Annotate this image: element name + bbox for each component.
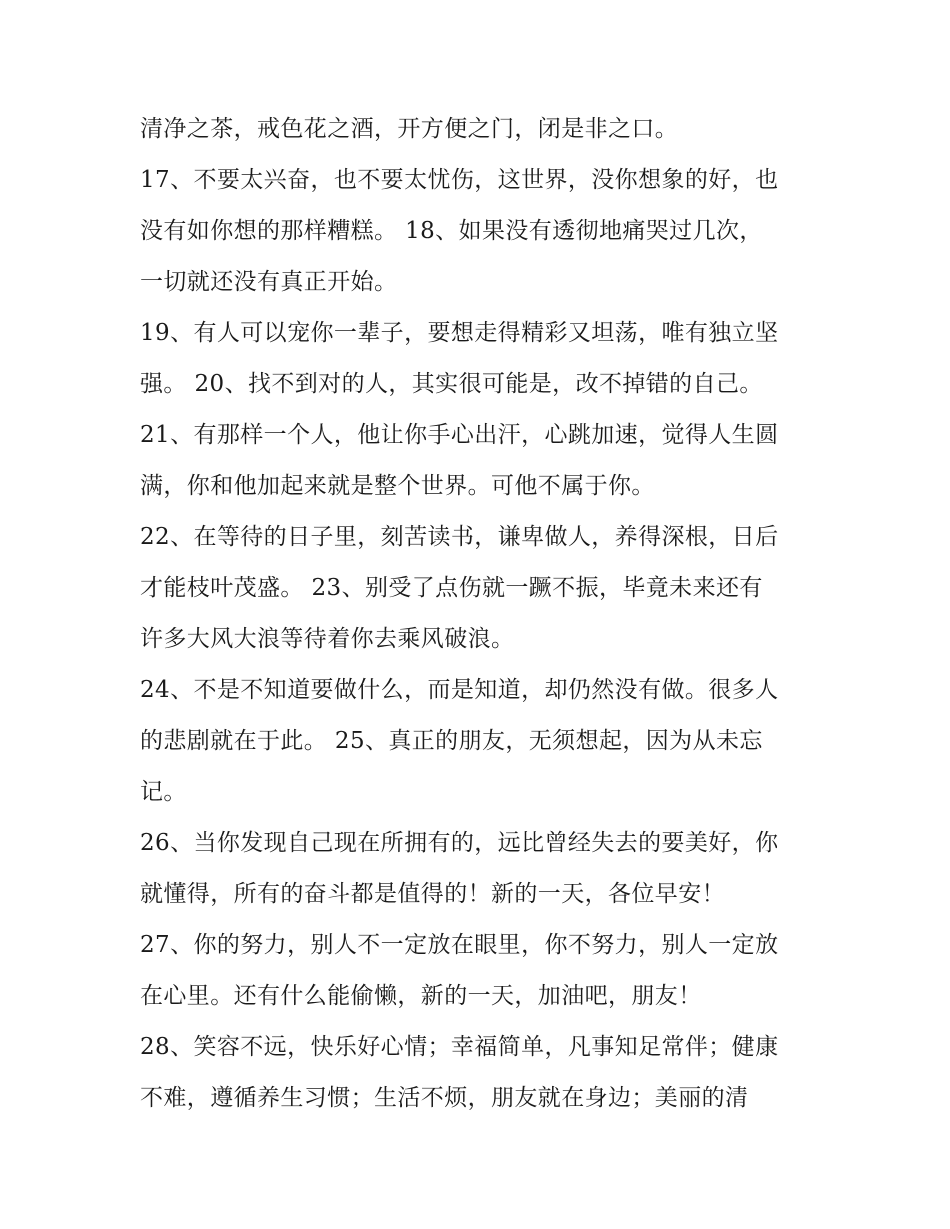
text-line: 19、有人可以宠你一辈子，要想走得精彩又坦荡，唯有独立坚 [140, 320, 779, 346]
text-line: 就懂得，所有的奋斗都是值得的！新的一天，各位早安！ [140, 881, 725, 907]
text-line: 26、当你发现自己现在所拥有的，远比曾经失去的要美好，你 [140, 830, 779, 856]
text-line: 一切就还没有真正开始。 [140, 269, 398, 295]
text-line: 27、你的努力，别人不一定放在眼里，你不努力，别人一定放 [140, 932, 779, 958]
text-line: 28、笑容不远，快乐好心情；幸福简单，凡事知足常伴；健康 [140, 1034, 779, 1060]
text-line: 不难，遵循养生习惯；生活不烦，朋友就在身边；美丽的清 [140, 1085, 749, 1111]
text-line: 22、在等待的日子里，刻苦读书，谦卑做人，养得深根，日后 [140, 524, 779, 550]
text-line: 21、有那样一个人，他让你手心出汗，心跳加速，觉得人生圆 [140, 422, 779, 448]
text-line: 许多大风大浪等待着你去乘风破浪。 [140, 626, 515, 652]
text-line: 清净之茶，戒色花之酒，开方便之门，闭是非之口。 [140, 116, 679, 142]
text-line: 记。 [140, 779, 187, 805]
text-line: 24、不是不知道要做什么，而是知道，却仍然没有做。很多人 [140, 677, 779, 703]
text-line: 满，你和他加起来就是整个世界。可他不属于你。 [140, 473, 655, 499]
document-body [140, 104, 820, 1124]
text-line: 才能枝叶茂盛。 23、别受了点伤就一蹶不振，毕竟未来还有 [140, 575, 763, 601]
text-line: 的悲剧就在于此。 25、真正的朋友，无须想起，因为从未忘 [140, 728, 763, 754]
text-line: 没有如你想的那样糟糕。 18、如果没有透彻地痛哭过几次， [140, 218, 763, 244]
text-line: 强。 20、找不到对的人，其实很可能是，改不掉错的自己。 [140, 371, 763, 397]
text-line: 在心里。还有什么能偷懒，新的一天，加油吧，朋友！ [140, 983, 702, 1009]
text-line: 17、不要太兴奋，也不要太忧伤，这世界，没你想象的好，也 [140, 167, 779, 193]
